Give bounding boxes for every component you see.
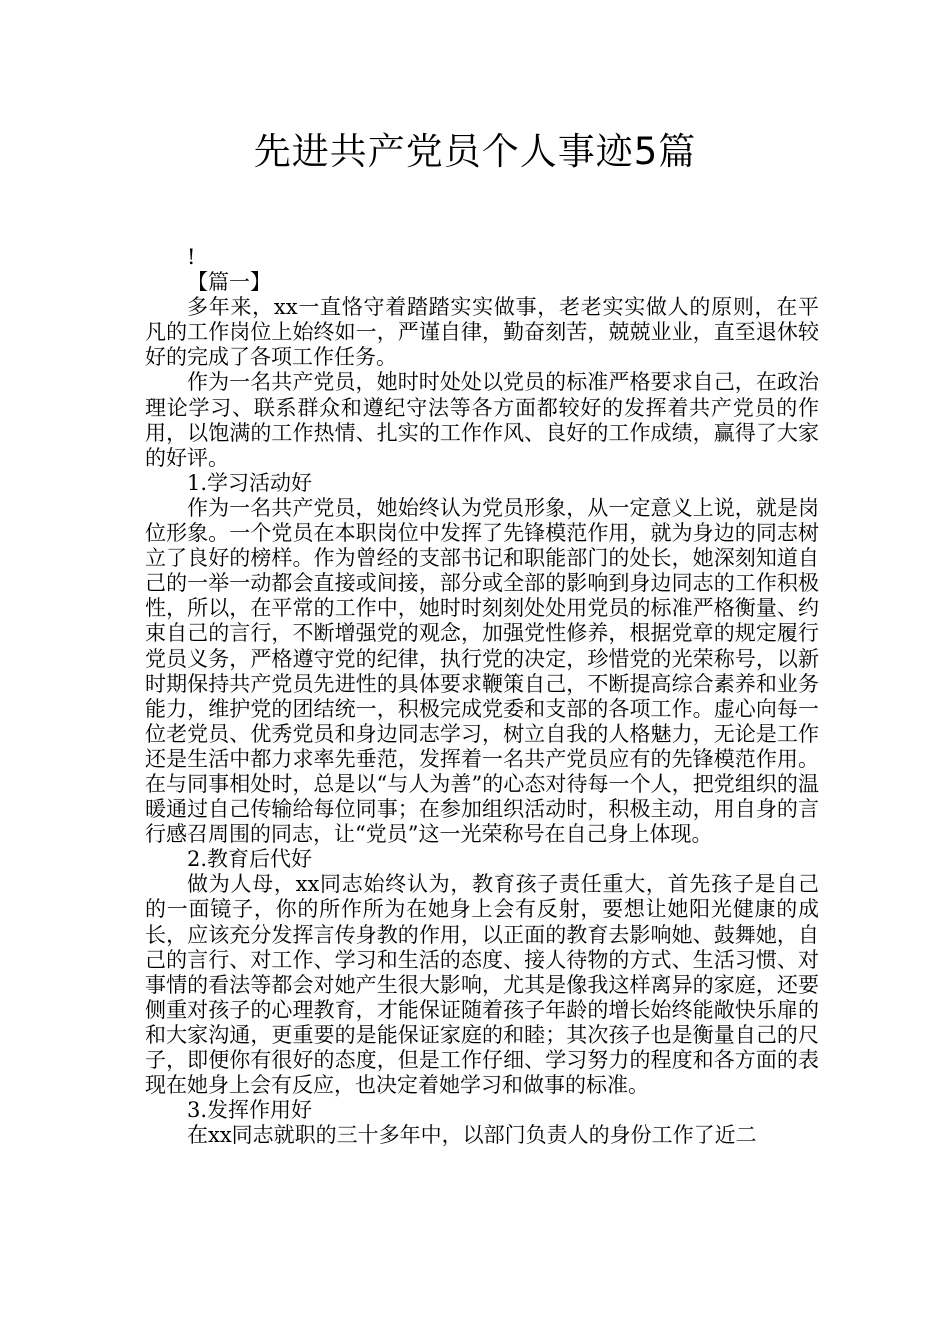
document-body (145, 245, 819, 1148)
subheading: 2.教育后代好 (187, 847, 313, 872)
paragraph: 在xx同志就职的三十多年中，以部门负责人的身份工作了近二 (187, 1123, 757, 1148)
paragraph: 做为人母，xx同志始终认为，教育孩子责任重大，首先孩子是自己的一面镜子，你的所作所为在她身上会有反射，要想让她阳光健康的成长，应该充分发挥言传身教的作用，以正面的教育去影响她、鼓舞她，自己的言行、对工作、学习和生活的态度、接人待物的方式、生活习惯、对事情的看法等都会对她产生很大影响，尤其是像我这样离异的家庭，还要侧重对孩子的心理教育，才能保证随着孩子年龄的增长始终能敞快乐扉的和大家沟通，更重要的是能保证家庭的和睦；其次孩子也是衡量自己的尺子，即便你有很好的态度，但是工作仔细、学习努力的程度和各方面的表现在她身上会有反应，也决定着她学习和做事的标准。 (145, 872, 819, 1098)
paragraph: 作为一名共产党员，她时时处处以党员的标准严格要求自己，在政治理论学习、联系群众和遵纪守法等各方面都较好的发挥着共产党员的作用，以饱满的工作热情、扎实的工作作风、良好的工作成绩，赢得了大家的好评。 (145, 370, 819, 470)
section-heading: 【篇一】 (187, 270, 271, 295)
subheading: 1.学习活动好 (187, 470, 313, 495)
opening-mark: ! (187, 245, 196, 269)
paragraph: 作为一名共产党员，她始终认为党员形象，从一定意义上说，就是岗位形象。一个党员在本职岗位中发挥了先锋模范作用，就为身边的同志树立了良好的榜样。作为曾经的支部书记和职能部门的处长，她深刻知道自己的一举一动都会直接或间接，部分或全部的影响到身边同志的工作积极性，所以，在平常的工作中，她时时刻刻处处用党员的标准严格衡量、约束自己的言行，不断增强党的观念，加强党性修养，根据党章的规定履行党员义务，严格遵守党的纪律，执行党的决定，珍惜党的光荣称号，以新时期保持共产党员先进性的具体要求鞭策自己，不断提高综合素养和业务能力，维护党的团结统一，积极完成党委和支部的各项工作。虚心向每一位老党员、优秀党员和身边同志学习，树立自我的人格魅力，无论是工作还是生活中都力求率先垂范，发挥着一名共产党员应有的先锋模范作用。在与同事相处时，总是以“与人为善”的心态对待每一个人，把党组织的温暖通过自己传输给每位同事；在参加组织活动时，积极主动，用自身的言行感召周围的同志，让“党员”这一光荣称号在自己身上体现。 (145, 495, 819, 847)
subheading: 3.发挥作用好 (187, 1098, 313, 1123)
document-title: 先进共产党员个人事迹5篇 (253, 130, 697, 173)
paragraph: 多年来，xx一直恪守着踏踏实实做事，老老实实做人的原则，在平凡的工作岗位上始终如一，严谨自律，勤奋刻苦，兢兢业业，直至退休较好的完成了各项工作任务。 (145, 295, 819, 370)
